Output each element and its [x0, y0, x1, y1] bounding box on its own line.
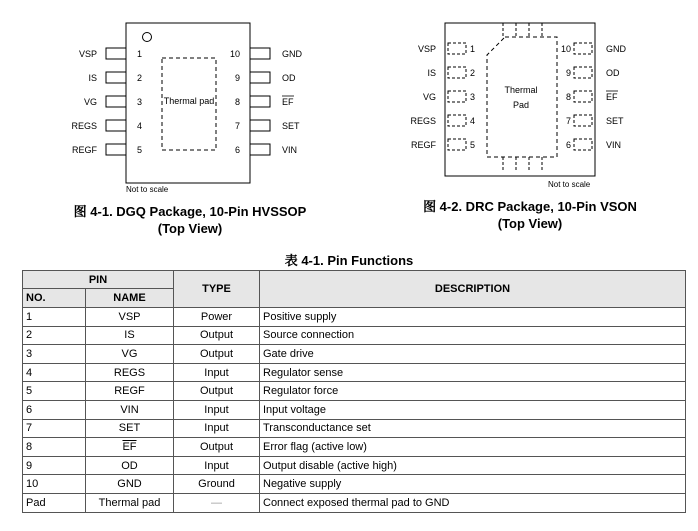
pin-number: 9 — [234, 73, 240, 83]
pin-name: GND — [282, 49, 302, 59]
pin-number: 3 — [470, 92, 476, 102]
pin-description: Output disable (active high) — [260, 456, 686, 475]
pin-name: SET — [282, 121, 300, 131]
pin-name: SET — [606, 116, 624, 126]
pin-name: VIN — [282, 145, 298, 155]
pin-number: 7 — [565, 116, 571, 126]
pin-lead — [106, 72, 126, 83]
drc-thermal-label-line2: Pad — [512, 100, 530, 110]
pin-type: Output — [174, 382, 260, 401]
pin-number: 2 — [137, 73, 143, 83]
pin-name: REGS — [410, 116, 436, 126]
pin-type: Output — [174, 438, 260, 457]
pin-name: REGF — [86, 382, 174, 401]
pin-name: VG — [83, 97, 97, 107]
table-row — [23, 475, 686, 494]
table-row — [23, 438, 686, 457]
drc-caption — [380, 198, 680, 232]
pin-type: Output — [174, 326, 260, 345]
pin-name: SET — [86, 419, 174, 438]
table-row — [23, 419, 686, 438]
pin-name-overlined: $\overline{EF}$ — [122, 440, 137, 453]
pin-lead — [250, 48, 270, 59]
pin-lead — [250, 144, 270, 155]
table-row — [23, 326, 686, 345]
pin-no: 3 — [23, 345, 86, 364]
pin-functions-table — [22, 270, 686, 513]
pin-number: 9 — [565, 68, 571, 78]
pin-type: Ground — [174, 475, 260, 494]
pin-description: Connect exposed thermal pad to GND — [260, 493, 686, 512]
pin-number: 8 — [234, 97, 240, 107]
pin-number: 8 — [565, 92, 571, 102]
pin-name: VIN — [606, 140, 622, 150]
pin-name: REGF — [71, 145, 97, 155]
pin-name: REGF — [410, 140, 436, 150]
header-type: TYPE — [174, 271, 260, 308]
pin-number: 5 — [470, 140, 476, 150]
pin-type: Input — [174, 419, 260, 438]
pin-number: 3 — [137, 97, 143, 107]
pin-type: Power — [174, 308, 260, 327]
pin-no: 7 — [23, 419, 86, 438]
pin-name: EF — [282, 97, 294, 107]
pin-lead — [106, 48, 126, 59]
pin-number: 5 — [137, 145, 143, 155]
table-row — [23, 345, 686, 364]
pin-type: Input — [174, 400, 260, 419]
pin-lead — [106, 96, 126, 107]
pin-number: 1 — [470, 44, 476, 54]
pin-lead — [250, 96, 270, 107]
table-row — [23, 363, 686, 382]
pin-no: 2 — [23, 326, 86, 345]
pin-no: 6 — [23, 400, 86, 419]
pin-description: Error flag (active low) — [260, 438, 686, 457]
pin-number: 10 — [560, 44, 571, 54]
pin-description: Negative supply — [260, 475, 686, 494]
pin-name: OD — [282, 73, 296, 83]
header-name: NAME — [86, 289, 174, 308]
pin-no: 10 — [23, 475, 86, 494]
pin-name: IS — [86, 326, 174, 345]
pin-number: 6 — [234, 145, 240, 155]
pin-description: Gate drive — [260, 345, 686, 364]
pin-no: 9 — [23, 456, 86, 475]
pin-name: IS — [88, 73, 97, 83]
table-row — [23, 493, 686, 512]
pin-name: IS — [427, 68, 436, 78]
pin-lead — [106, 120, 126, 131]
pin-number: 7 — [234, 121, 240, 131]
pin-description: Regulator sense — [260, 363, 686, 382]
pin-no: Pad — [23, 493, 86, 512]
pin-name: EF — [606, 92, 618, 102]
dgq-caption-title: 图 4-1. DGQ Package, 10-Pin HVSSOP — [73, 204, 307, 219]
pin-name: OD — [86, 456, 174, 475]
pin-type: Input — [174, 456, 260, 475]
pin-description: Input voltage — [260, 400, 686, 419]
pin-description: Positive supply — [260, 308, 686, 327]
pin-lead — [250, 72, 270, 83]
pin-number: 1 — [137, 49, 143, 59]
pin-name: REGS — [86, 363, 174, 382]
table-row — [23, 308, 686, 327]
pin-name: VG — [422, 92, 436, 102]
pin-name: Thermal pad — [86, 493, 174, 512]
pin-name: VSP — [417, 44, 436, 54]
pin-name — [86, 438, 174, 457]
pin-description: Source connection — [260, 326, 686, 345]
pin-name: OD — [606, 68, 620, 78]
pin-lead — [106, 144, 126, 155]
table-row — [23, 382, 686, 401]
drc-thermal-label-line1: Thermal — [504, 85, 538, 95]
pin-name: VIN — [86, 400, 174, 419]
drc-package-diagram — [350, 0, 698, 200]
pin-no: 5 — [23, 382, 86, 401]
dgq-thermal-pad-label: Thermal pad — [163, 96, 215, 106]
pin-description: Regulator force — [260, 382, 686, 401]
header-pin: PIN — [23, 271, 174, 289]
table-title: 表 4-1. Pin Functions — [284, 253, 414, 268]
header-no: NO. — [23, 289, 86, 308]
pin-name: VSP — [78, 49, 97, 59]
pin-name: GND — [606, 44, 626, 54]
pin-number: 10 — [229, 49, 240, 59]
pin-lead — [250, 120, 270, 131]
header-description: DESCRIPTION — [260, 271, 686, 308]
pin-name: VSP — [86, 308, 174, 327]
pin-type: Output — [174, 345, 260, 364]
pin-type: Input — [174, 363, 260, 382]
pin-no: 1 — [23, 308, 86, 327]
pin-name: GND — [86, 475, 174, 494]
pin-number: 6 — [565, 140, 571, 150]
dgq-scale-note: Not to scale — [126, 185, 169, 194]
pin-name: REGS — [71, 121, 97, 131]
dgq-package-diagram — [0, 0, 350, 200]
dgq-caption — [20, 203, 360, 237]
dgq-caption-subtitle: (Top View) — [157, 221, 223, 236]
drc-caption-title: 图 4-2. DRC Package, 10-Pin VSON — [423, 199, 637, 214]
pin-number: 4 — [137, 121, 143, 131]
pin-type: — — [174, 493, 260, 512]
drc-caption-subtitle: (Top View) — [497, 216, 563, 231]
pin-no: 8 — [23, 438, 86, 457]
pin-name: VG — [86, 345, 174, 364]
table-row — [23, 456, 686, 475]
pin-number: 2 — [470, 68, 476, 78]
pin-no: 4 — [23, 363, 86, 382]
table-row — [23, 400, 686, 419]
pin-description: Transconductance set — [260, 419, 686, 438]
drc-scale-note: Not to scale — [548, 180, 591, 189]
pin-number: 4 — [470, 116, 476, 126]
